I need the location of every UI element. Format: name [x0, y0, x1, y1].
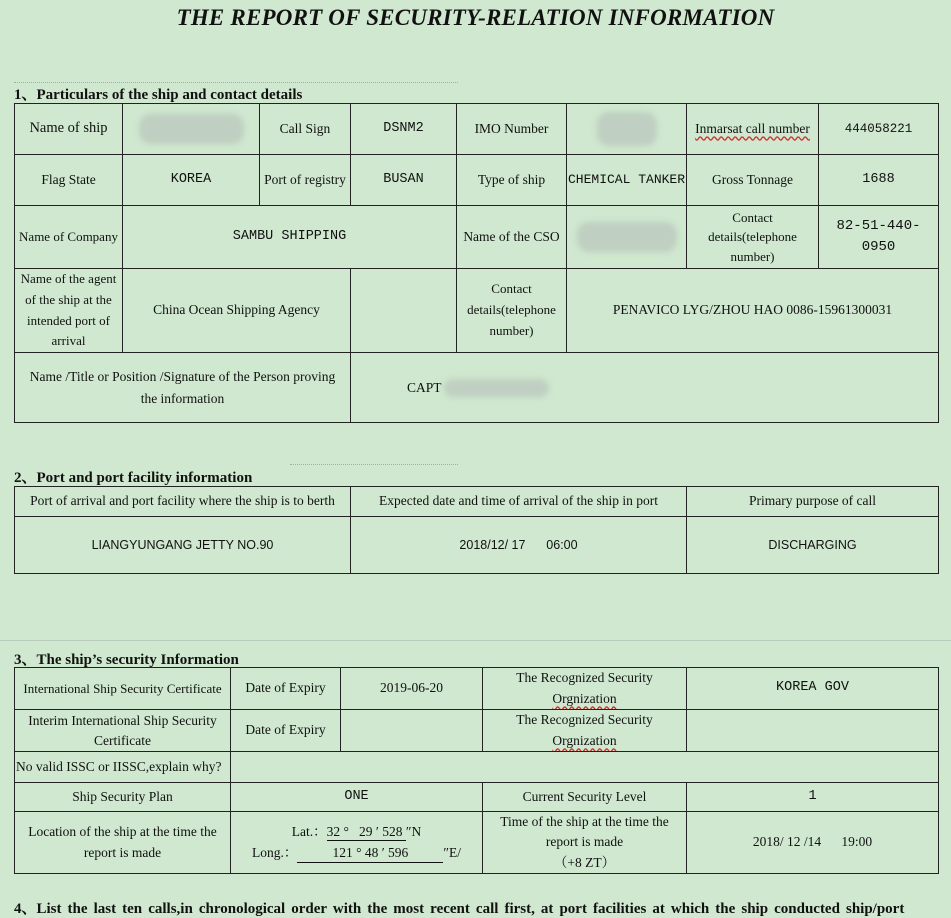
port-of-arrival-value: LIANGYUNGANG JETTY NO.90 [15, 517, 351, 574]
ship-security-table [14, 667, 939, 874]
eta-value: 2018/12/ 17 06:00 [351, 517, 687, 574]
person-label: Name /Title or Position /Signature of the Person proving the information [15, 353, 351, 423]
flag-state-label: Flag State [15, 155, 123, 206]
type-of-ship-label: Type of ship [457, 155, 567, 206]
iissc-expiry-label: Date of Expiry [231, 710, 341, 752]
redacted-blur [597, 112, 657, 146]
time-value: 2018/ 12 /14 19:00 [687, 812, 939, 874]
security-level-label: Current Security Level [483, 783, 687, 812]
rso2-label: The Recognized Security Orgnization [483, 710, 687, 752]
flag-state-value: KOREA [123, 155, 260, 206]
inmarsat-value: 444058221 [819, 104, 939, 155]
purpose-value: DISCHARGING [687, 517, 939, 574]
section-2-heading: 2、Port and port facility information [14, 470, 253, 486]
security-level-value: 1 [687, 783, 939, 812]
issc-label: International Ship Security Certificate [15, 668, 231, 710]
port-facility-table [14, 486, 939, 574]
rso2-value [687, 710, 939, 752]
eta-header: Expected date and time of arrival of the ship in port [351, 487, 687, 517]
ship-particulars-table [14, 103, 939, 423]
no-valid-label: No valid ISSC or IISSC,explain why? [15, 752, 231, 783]
location-label: Location of the ship at the time the report is made [15, 812, 231, 874]
agent-value: China Ocean Shipping Agency [123, 269, 351, 353]
section-3-heading: 3、The ship’s security Information [14, 652, 239, 668]
agent-label: Name of the agent of the ship at the intended port of arrival [15, 269, 123, 353]
section-4-heading: 4、List the last ten calls,in chronological order with the most recent call first, at port facilities at which the ship conducted ship/port [14, 901, 905, 917]
gross-tonnage-value: 1688 [819, 155, 939, 206]
agent-contact-value: PENAVICO LYG/ZHOU HAO 0086-15961300031 [567, 269, 939, 353]
agent-contact-label: Contact details(telephone number) [457, 269, 567, 353]
port-of-registry-label: Port of registry [260, 155, 351, 206]
rso-label: The Recognized Security Orgnization [483, 668, 687, 710]
location-value: Lat.：32 ° 29 ′ 528 ″N Long.： 121 ° 48 ′ 596 ″E/ [231, 812, 483, 874]
port-of-arrival-header: Port of arrival and port facility where the ship is to berth [15, 487, 351, 517]
agent-blank-cell [351, 269, 457, 353]
section-1-heading: 1、Particulars of the ship and contact details [14, 87, 303, 103]
redacted-blur [444, 379, 549, 397]
gross-tonnage-label: Gross Tonnage [687, 155, 819, 206]
purpose-header: Primary purpose of call [687, 487, 939, 517]
cso-value [567, 206, 687, 269]
time-label: Time of the ship at the time the report is made （+8 ZT） [483, 812, 687, 874]
name-of-ship-label: Name of ship [15, 104, 123, 155]
call-sign-label: Call Sign [260, 104, 351, 155]
port-of-registry-value: BUSAN [351, 155, 457, 206]
inmarsat-label: Inmarsat call number [687, 104, 819, 155]
iissc-expiry-value [341, 710, 483, 752]
person-value [351, 353, 939, 423]
iissc-label: Interim International Ship Security Certificate [15, 710, 231, 752]
ssp-label: Ship Security Plan [15, 783, 231, 812]
redacted-blur [577, 222, 677, 252]
issc-expiry-label: Date of Expiry [231, 668, 341, 710]
person-prefix: CAPT [407, 379, 442, 395]
imo-label: IMO Number [457, 104, 567, 155]
company-value: SAMBU SHIPPING [123, 206, 457, 269]
redacted-blur [139, 114, 244, 144]
contact-label: Contact details(telephone number) [687, 206, 819, 269]
call-sign-value: DSNM2 [351, 104, 457, 155]
report-title: THE REPORT OF SECURITY-RELATION INFORMATION [176, 5, 775, 30]
company-label: Name of Company [15, 206, 123, 269]
no-valid-value [231, 752, 939, 783]
rso-value: KOREA GOV [687, 668, 939, 710]
divider [290, 464, 458, 465]
type-of-ship-value: CHEMICAL TANKER [567, 155, 687, 206]
issc-expiry-value: 2019-06-20 [341, 668, 483, 710]
cso-label: Name of the CSO [457, 206, 567, 269]
imo-value [567, 104, 687, 155]
contact-value: 82-51-440-0950 [819, 206, 939, 269]
ssp-value: ONE [231, 783, 483, 812]
page-ruler-line [0, 640, 951, 641]
name-of-ship-value [123, 104, 260, 155]
